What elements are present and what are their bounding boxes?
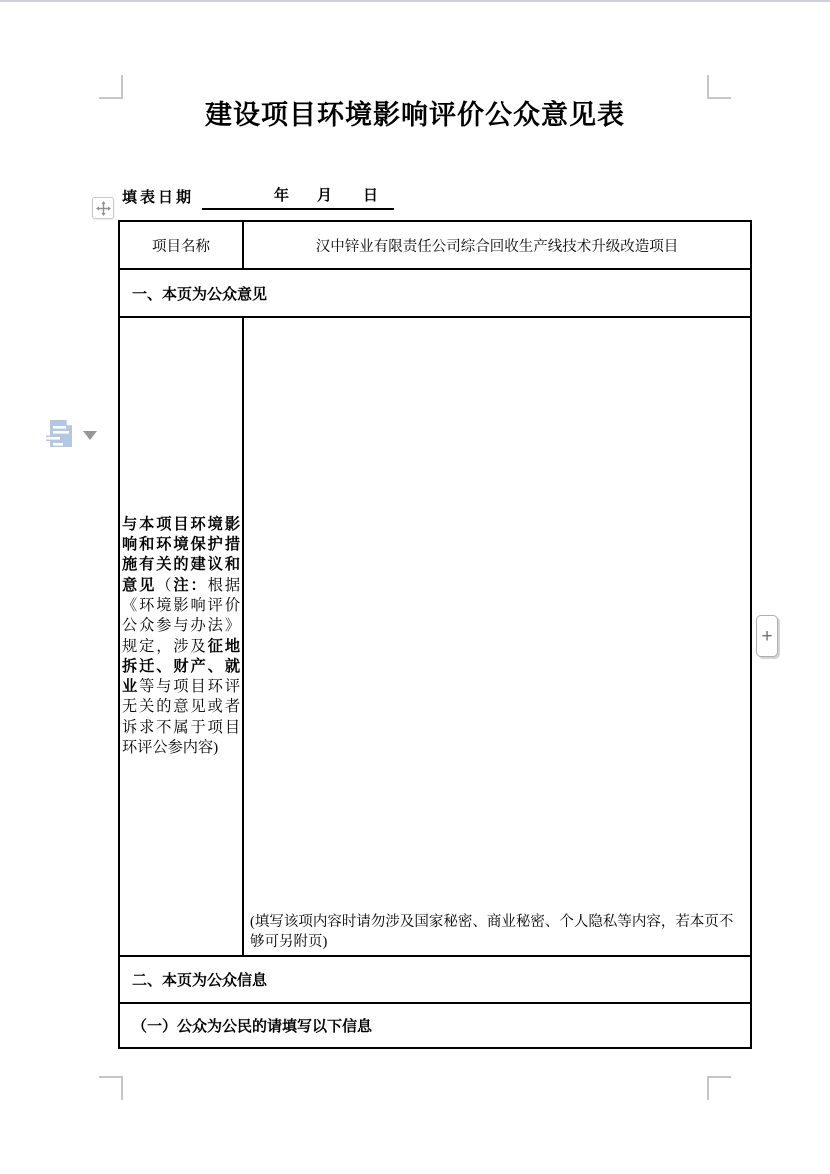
date-month-label: 月 [317, 188, 333, 204]
public-opinion-form-table [118, 220, 752, 1049]
date-day-label: 日 [363, 188, 379, 204]
move-cross-icon [96, 201, 111, 216]
table-move-handle[interactable] [92, 197, 114, 219]
page-corner-mark-bottom-right [707, 1076, 731, 1100]
paste-options-dropdown-arrow-icon[interactable] [83, 431, 97, 440]
window-top-edge [0, 0, 830, 2]
paste-options-button[interactable] [44, 418, 75, 450]
project-name-value: 汉中锌业有限责任公司综合回收生产线技术升级改造项目 [315, 238, 679, 255]
document-title: 建设项目环境影响评价公众意见表 [205, 100, 625, 130]
project-name-row [120, 222, 750, 268]
opinion-row [120, 316, 750, 955]
paste-options-control [44, 418, 97, 450]
opinion-input-area[interactable] [244, 318, 750, 955]
section2-title: 二、本页为公众信息 [132, 973, 268, 989]
page-corner-mark-top-right [707, 75, 731, 99]
opinion-label-text: 与本项目环境影响和环境保护措施有关的建议和意见（注：根据《环境影响评价公众参与办法》规定，涉及征地拆迁、财产、就业等与项目环评无关的意见或者诉求不属于项目环评公参内容) [122, 515, 241, 756]
insert-plus-button[interactable] [756, 615, 778, 657]
section1-header-row [120, 268, 750, 316]
page-corner-mark-top-left [99, 75, 123, 99]
date-label: 填表日期 [122, 190, 195, 206]
project-name-label: 项目名称 [152, 238, 210, 255]
project-name-value-cell[interactable] [244, 222, 750, 268]
plus-icon: + [761, 625, 773, 647]
opinion-note: (填写该项内容时请勿涉及国家秘密、商业秘密、个人隐私等内容，若本页不够可另附页) [250, 914, 734, 950]
section2-subheader-row [120, 1002, 750, 1047]
date-year-label: 年 [274, 188, 290, 204]
project-name-label-cell [120, 222, 244, 268]
page-corner-mark-bottom-left [99, 1076, 123, 1100]
section2-subtitle: （一）公众为公民的请填写以下信息 [132, 1019, 373, 1035]
section1-title: 一、本页为公众意见 [132, 286, 268, 303]
paste-clipboard-icon [44, 418, 75, 450]
date-blank-underline[interactable] [202, 184, 394, 210]
section2-header-row [120, 955, 750, 1002]
date-line [122, 184, 394, 210]
opinion-label-cell [120, 318, 244, 955]
